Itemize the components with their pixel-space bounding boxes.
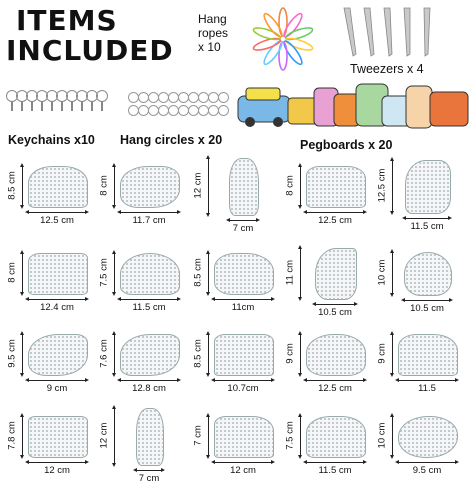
pegboard-shape-ship: [398, 334, 458, 376]
pegboard-fish: [376, 400, 468, 482]
height-arrow: [300, 248, 301, 298]
pegboard-truck: [284, 150, 376, 232]
pegboard-shape-pickup: [214, 416, 274, 458]
pegboard-car: [6, 150, 98, 232]
pegboard-boy: [192, 150, 284, 232]
height-label: 8.5 cm: [6, 171, 18, 200]
hang-circles-label: Hang circles x 20: [120, 133, 223, 147]
height-label: 7.5 cm: [284, 421, 296, 450]
height-arrow: [392, 334, 393, 374]
height-arrow: [300, 334, 301, 374]
height-label: 9 cm: [284, 343, 296, 364]
pegboard-shape-bus: [28, 253, 88, 295]
tweezers-label: Tweezers x 4: [350, 62, 424, 76]
width-arrow: [398, 380, 456, 381]
width-arrow: [315, 304, 355, 305]
height-label: 12 cm: [192, 172, 204, 199]
height-arrow: [114, 408, 115, 464]
height-label: 7.8 cm: [6, 421, 18, 450]
width-arrow: [28, 299, 86, 300]
pegboard-bus: [6, 237, 98, 319]
height-arrow: [22, 416, 23, 456]
hang-circles-image: [128, 92, 233, 122]
height-label: 12.5 cm: [376, 168, 388, 203]
width-arrow: [28, 462, 86, 463]
width-arrow: [28, 380, 86, 381]
pegboard-shape-sailboat: [315, 248, 357, 300]
height-label: 8 cm: [284, 175, 296, 196]
width-label: 10.5 cm: [410, 303, 444, 314]
width-arrow: [405, 218, 449, 219]
width-arrow: [214, 299, 272, 300]
keychains-label: Keychains x10: [8, 133, 95, 147]
pegboard-tank: [284, 400, 376, 482]
height-label: 8.5 cm: [192, 339, 204, 368]
pegboard-whale: [376, 237, 468, 319]
height-arrow: [208, 158, 209, 214]
pegboard-dolphin: [6, 318, 98, 400]
width-arrow: [404, 300, 450, 301]
height-label: 11 cm: [284, 259, 296, 286]
height-arrow: [392, 252, 393, 294]
pegboard-girl: [98, 400, 190, 482]
width-arrow: [306, 462, 364, 463]
pegboards-label: Pegboards x 20: [300, 138, 393, 152]
pegboard-shape-girl: [136, 408, 164, 466]
height-arrow: [114, 253, 115, 293]
width-arrow: [214, 462, 272, 463]
pegboard-shape-rectangle: [28, 416, 88, 458]
pegboard-shape-helicopter: [306, 334, 366, 376]
height-label: 7.5 cm: [98, 258, 110, 287]
height-arrow: [22, 166, 23, 206]
pegboard-shape-boy: [229, 158, 259, 216]
width-arrow: [28, 212, 86, 213]
width-label: 11.5 cm: [132, 302, 166, 313]
width-label: 12.4 cm: [40, 302, 74, 313]
height-label: 7.6 cm: [98, 339, 110, 368]
width-label: 11cm: [231, 302, 255, 313]
pegboard-helicopter: [284, 318, 376, 400]
height-arrow: [392, 416, 393, 456]
height-arrow: [114, 334, 115, 374]
hang-ropes-label: Hang ropes x 10: [198, 12, 229, 54]
width-label: 11.5 cm: [318, 465, 352, 476]
pegboard-rectangle: [6, 400, 98, 482]
height-arrow: [208, 334, 209, 374]
pegboard-jet: [98, 318, 190, 400]
pegboard-shape-stegosaurus: [120, 253, 180, 295]
height-label: 9.5 cm: [6, 339, 18, 368]
pegboard-pickup: [192, 400, 284, 482]
pegboard-shape-car: [28, 166, 88, 208]
pegboard-shape-dolphin: [28, 334, 88, 376]
height-arrow: [392, 160, 393, 212]
width-arrow: [306, 212, 364, 213]
width-label: 12.5 cm: [318, 215, 352, 226]
width-label: 7 cm: [232, 223, 254, 234]
width-label: 9.5 cm: [412, 465, 442, 476]
title-line-2: INCLUDED: [6, 34, 174, 67]
width-label: 12.5 cm: [318, 383, 352, 394]
height-label: 7 cm: [192, 425, 204, 446]
height-arrow: [208, 416, 209, 456]
pegboard-shape-tank: [306, 416, 366, 458]
bead-samples-image: [236, 80, 472, 132]
height-arrow: [22, 334, 23, 374]
pegboard-van: [192, 318, 284, 400]
height-arrow: [300, 416, 301, 456]
width-label: 12 cm: [44, 465, 70, 476]
height-label: 10 cm: [376, 259, 388, 286]
width-label: 12 cm: [230, 465, 256, 476]
width-label: 7 cm: [138, 473, 160, 484]
width-label: 11.5 cm: [410, 221, 444, 232]
width-label: 12.5 cm: [40, 215, 74, 226]
pegboard-shape-airplane: [120, 166, 180, 208]
height-label: 8 cm: [6, 262, 18, 283]
tweezers-image: [340, 6, 440, 58]
height-label: 12 cm: [98, 422, 110, 449]
height-label: 10 cm: [376, 422, 388, 449]
pegboard-horse: [192, 237, 284, 319]
page-title: [6, 6, 174, 66]
width-arrow: [120, 212, 178, 213]
width-arrow: [398, 462, 456, 463]
width-label: 10.5 cm: [318, 307, 352, 318]
pegboard-shape-whale: [404, 252, 452, 296]
pegboard-shape-truck: [306, 166, 366, 208]
height-label: 8.5 cm: [192, 258, 204, 287]
pegboard-shape-dinosaur: [405, 160, 451, 214]
pegboard-sailboat: [284, 237, 376, 319]
width-label: 10.7cm: [227, 383, 259, 394]
keychains-image: [6, 90, 116, 124]
pegboard-dinosaur: [376, 150, 468, 232]
width-label: 9 cm: [46, 383, 68, 394]
width-arrow: [214, 380, 272, 381]
width-label: 12.8 cm: [132, 383, 166, 394]
pegboard-ship: [376, 318, 468, 400]
width-arrow: [136, 470, 162, 471]
height-arrow: [114, 166, 115, 206]
hang-ropes-image: [248, 4, 318, 74]
height-arrow: [300, 166, 301, 206]
width-arrow: [120, 299, 178, 300]
height-arrow: [208, 253, 209, 293]
pegboard-shape-fish: [398, 416, 458, 458]
title-line-1: ITEMS: [16, 4, 118, 37]
width-arrow: [306, 380, 364, 381]
height-arrow: [22, 253, 23, 293]
pegboard-shape-horse: [214, 253, 274, 295]
width-label: 11.5: [418, 383, 436, 394]
pegboard-shape-van: [214, 334, 274, 376]
pegboard-shape-jet: [120, 334, 180, 376]
pegboard-airplane: [98, 150, 190, 232]
width-arrow: [120, 380, 178, 381]
width-arrow: [229, 220, 257, 221]
pegboard-stegosaurus: [98, 237, 190, 319]
width-label: 11.7 cm: [132, 215, 166, 226]
height-label: 8 cm: [98, 175, 110, 196]
height-label: 9 cm: [376, 343, 388, 364]
